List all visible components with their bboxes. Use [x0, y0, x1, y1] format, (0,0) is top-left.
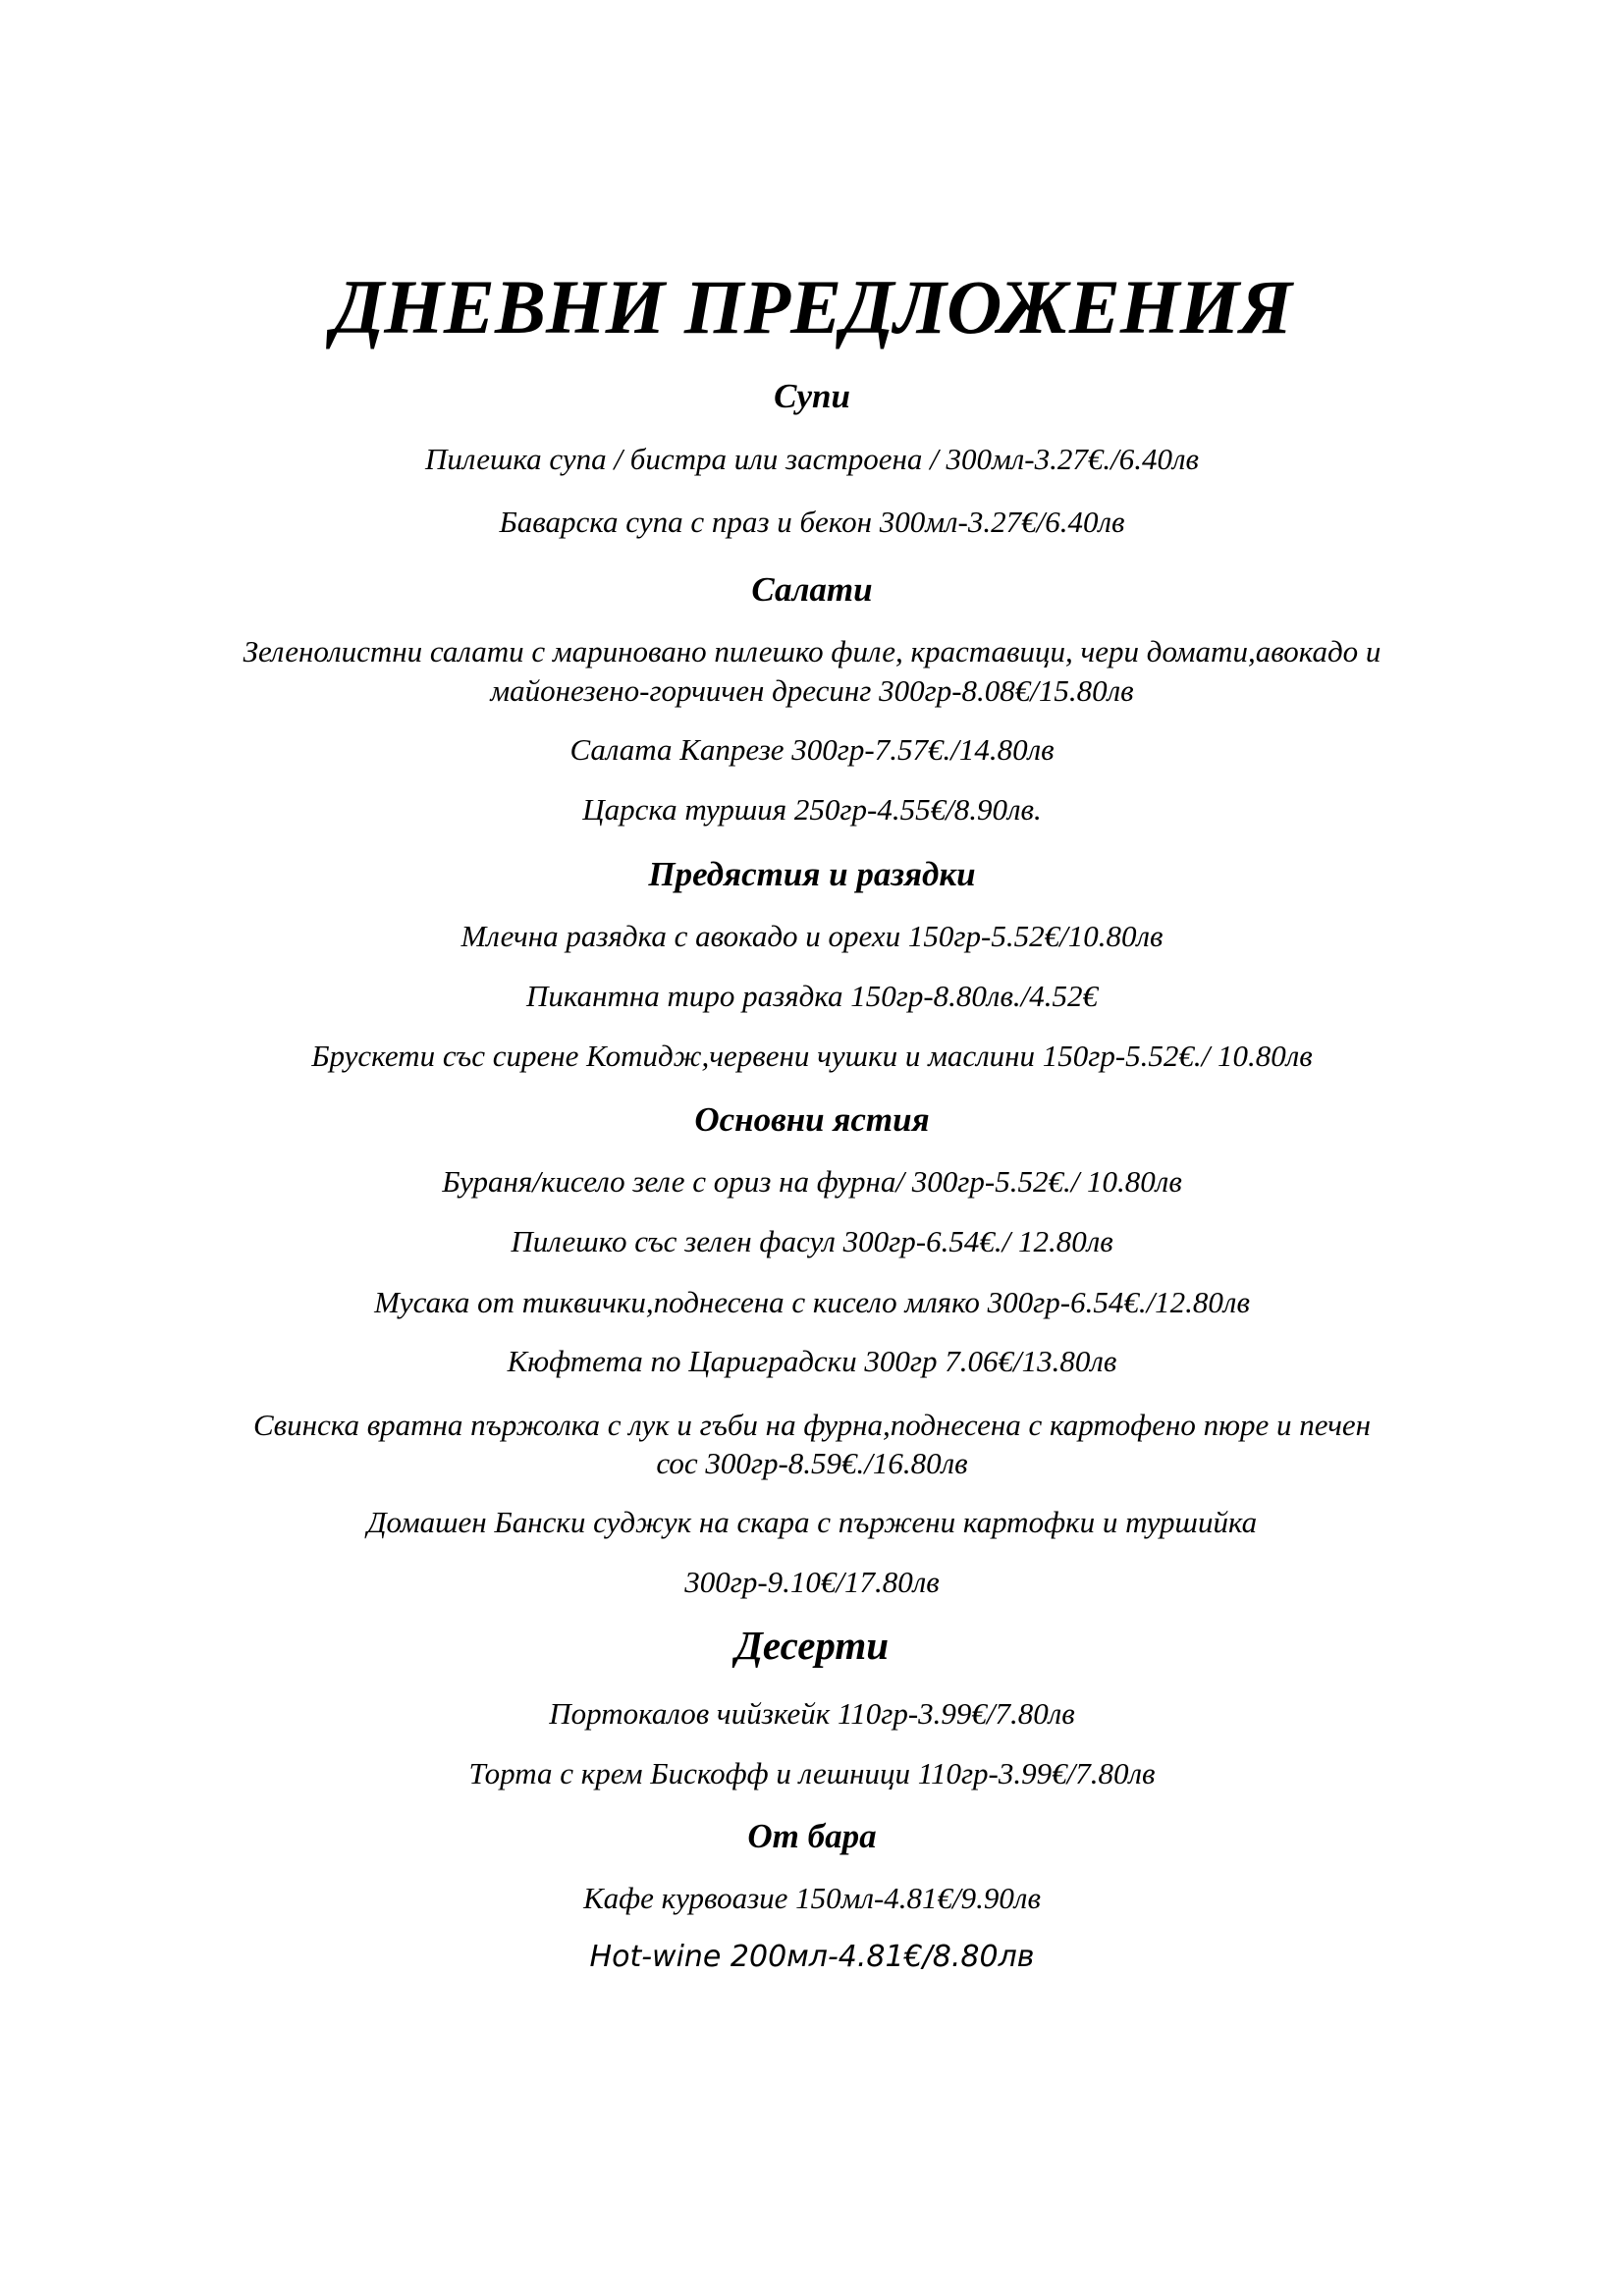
- menu-item: Баварска супа с праз и бекон 300мл-3.27€/6.40лв: [499, 505, 1125, 539]
- section-heading-desserts: Десерти: [734, 1623, 890, 1668]
- menu-item-line: майонезено-горчичен дресинг 300гр-8.08€/15.80лв: [490, 673, 1134, 708]
- section-heading-salads: Салати: [751, 570, 873, 609]
- menu-item: Пикантна тиро разядка 150гр-8.80лв./4.52€: [525, 979, 1099, 1013]
- menu-item: Бураня/кисело зеле с ориз на фурна/ 300гр-5.52€./ 10.80лв: [442, 1164, 1182, 1199]
- menu-item: Царска туршия 250гр-4.55€/8.90лв.: [582, 792, 1042, 827]
- section-heading-bar: От бара: [747, 1817, 877, 1855]
- menu-item-line: Свинска вратна пържолка с лук и гъби на фурна,поднесена с картофено пюре и печен: [252, 1408, 1372, 1442]
- menu-item: Мусака от тиквички,поднесена с кисело мляко 300гр-6.54€./12.80лв: [374, 1285, 1250, 1319]
- menu-item: Кюфтета по Цариградски 300гр 7.06€/13.80лв: [507, 1344, 1117, 1378]
- menu-item: Портокалов чийзкейк 110гр-3.99€/7.80лв: [549, 1696, 1075, 1731]
- menu-item: Пилешко със зелен фасул 300гр-6.54€./ 12.80лв: [511, 1224, 1113, 1258]
- section-heading-starters: Предястия и разядки: [648, 855, 976, 893]
- menu-item: Hot-wine 200мл-4.81€/8.80лв: [589, 1940, 1035, 1974]
- menu-item: Салата Капрезе 300гр-7.57€./14.80лв: [569, 732, 1055, 767]
- section-heading-mains: Основни ястия: [694, 1100, 930, 1139]
- menu-item-line: сос 300гр-8.59€./16.80лв: [656, 1446, 968, 1480]
- menu-item: Торта с крем Бискофф и лешници 110гр-3.99€/7.80лв: [468, 1756, 1156, 1790]
- menu-item-line: Зеленолистни салати с мариновано пилешко филе, краставици, чери домати,авокадо и: [243, 634, 1381, 668]
- page-title: ДНЕВНИ ПРЕДЛОЖЕНИЯ: [331, 264, 1293, 349]
- menu-item: Млечна разядка с авокадо и орехи 150гр-5.52€/10.80лв: [460, 919, 1164, 953]
- menu-item: Пилешка супа / бистра или застроена / 300мл-3.27€./6.40лв: [425, 442, 1199, 476]
- section-heading-soups: Супи: [774, 377, 850, 415]
- menu-item: Брускети със сирене Котидж,червени чушки и маслини 150гр-5.52€./ 10.80лв: [311, 1039, 1313, 1073]
- menu-item: Домашен Бански суджук на скара с пържени картофки и туршийка: [366, 1505, 1258, 1539]
- menu-item: 300гр-9.10€/17.80лв: [684, 1565, 940, 1599]
- menu-item: Кафе курвоазие 150мл-4.81€/9.90лв: [583, 1881, 1041, 1915]
